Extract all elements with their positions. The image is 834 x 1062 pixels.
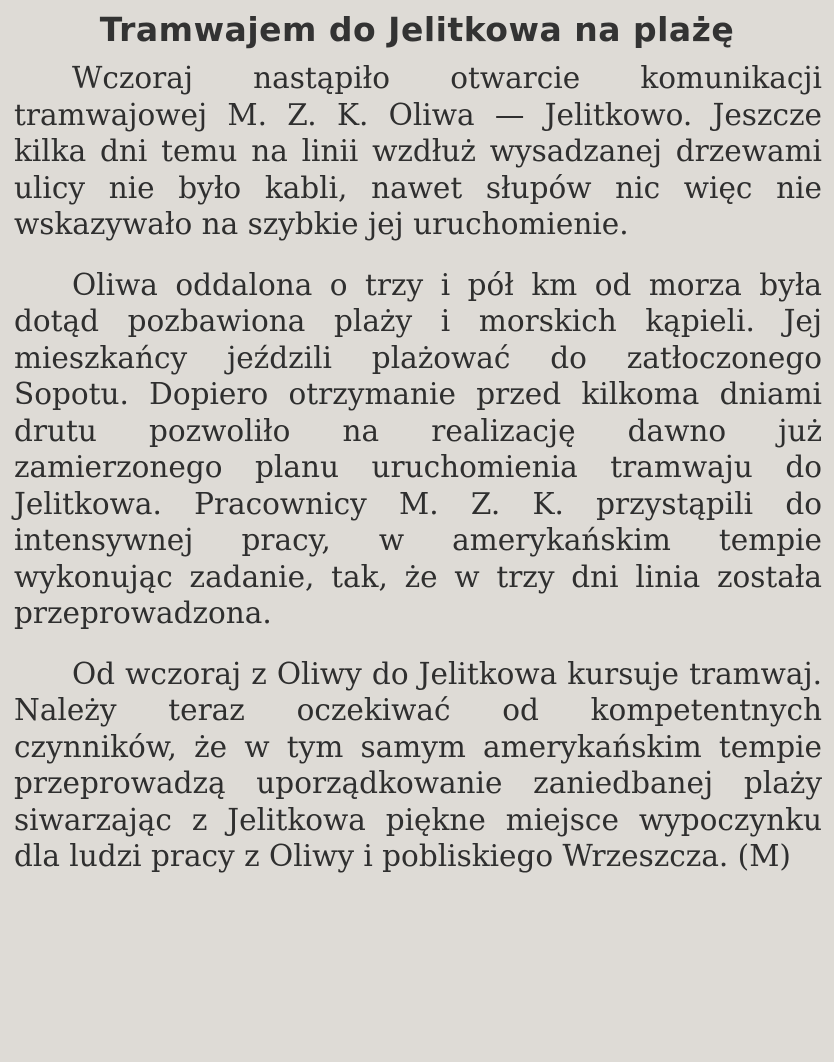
article-paragraph-3: Od wczoraj z Oliwy do Jelitkowa kursuje tramwaj. Należy teraz oczekiwać od kompetentnych czynników, że w tym samym amerykańskim tempie przeprowadzą uporządkowanie zaniedbanej plaży siwarzając z Jelitkowa piękne miejsce wypoczynku dla ludzi pracy z Oliwy i pobliskiego Wrzeszcza. (M): [14, 656, 822, 873]
article-paragraph-2: Oliwa oddalona o trzy i pół km od morza była dotąd pozbawiona plaży i morskich kąpieli. Jej mieszkańcy jeździli plażować do zatłoczonego Sopotu. Dopiero otrzymanie przed kilkoma dniami drutu pozwoliło na realizację dawno już zamierzonego planu uruchomienia tramwaju do Jelitkowa. Pracownicy M. Z. K. przystąpili do intensywnej pracy, w amerykańskim tempie wykonując zadanie, tak, że w trzy dni linia została przeprowadzona.: [14, 267, 822, 630]
article-body: [14, 60, 822, 875]
article-paragraph-1: Wczoraj nastąpiło otwarcie komunikacji tramwajowej M. Z. K. Oliwa — Jelitkowo. Jeszcze kilka dni temu na linii wzdłuż wysadzanej drzewami ulicy nie było kabli, nawet słupów nic więc nie wskazywało na szybkie jej uruchomienie.: [14, 61, 822, 241]
article-headline: Tramwajem do Jelitkowa na plażę: [99, 10, 735, 49]
